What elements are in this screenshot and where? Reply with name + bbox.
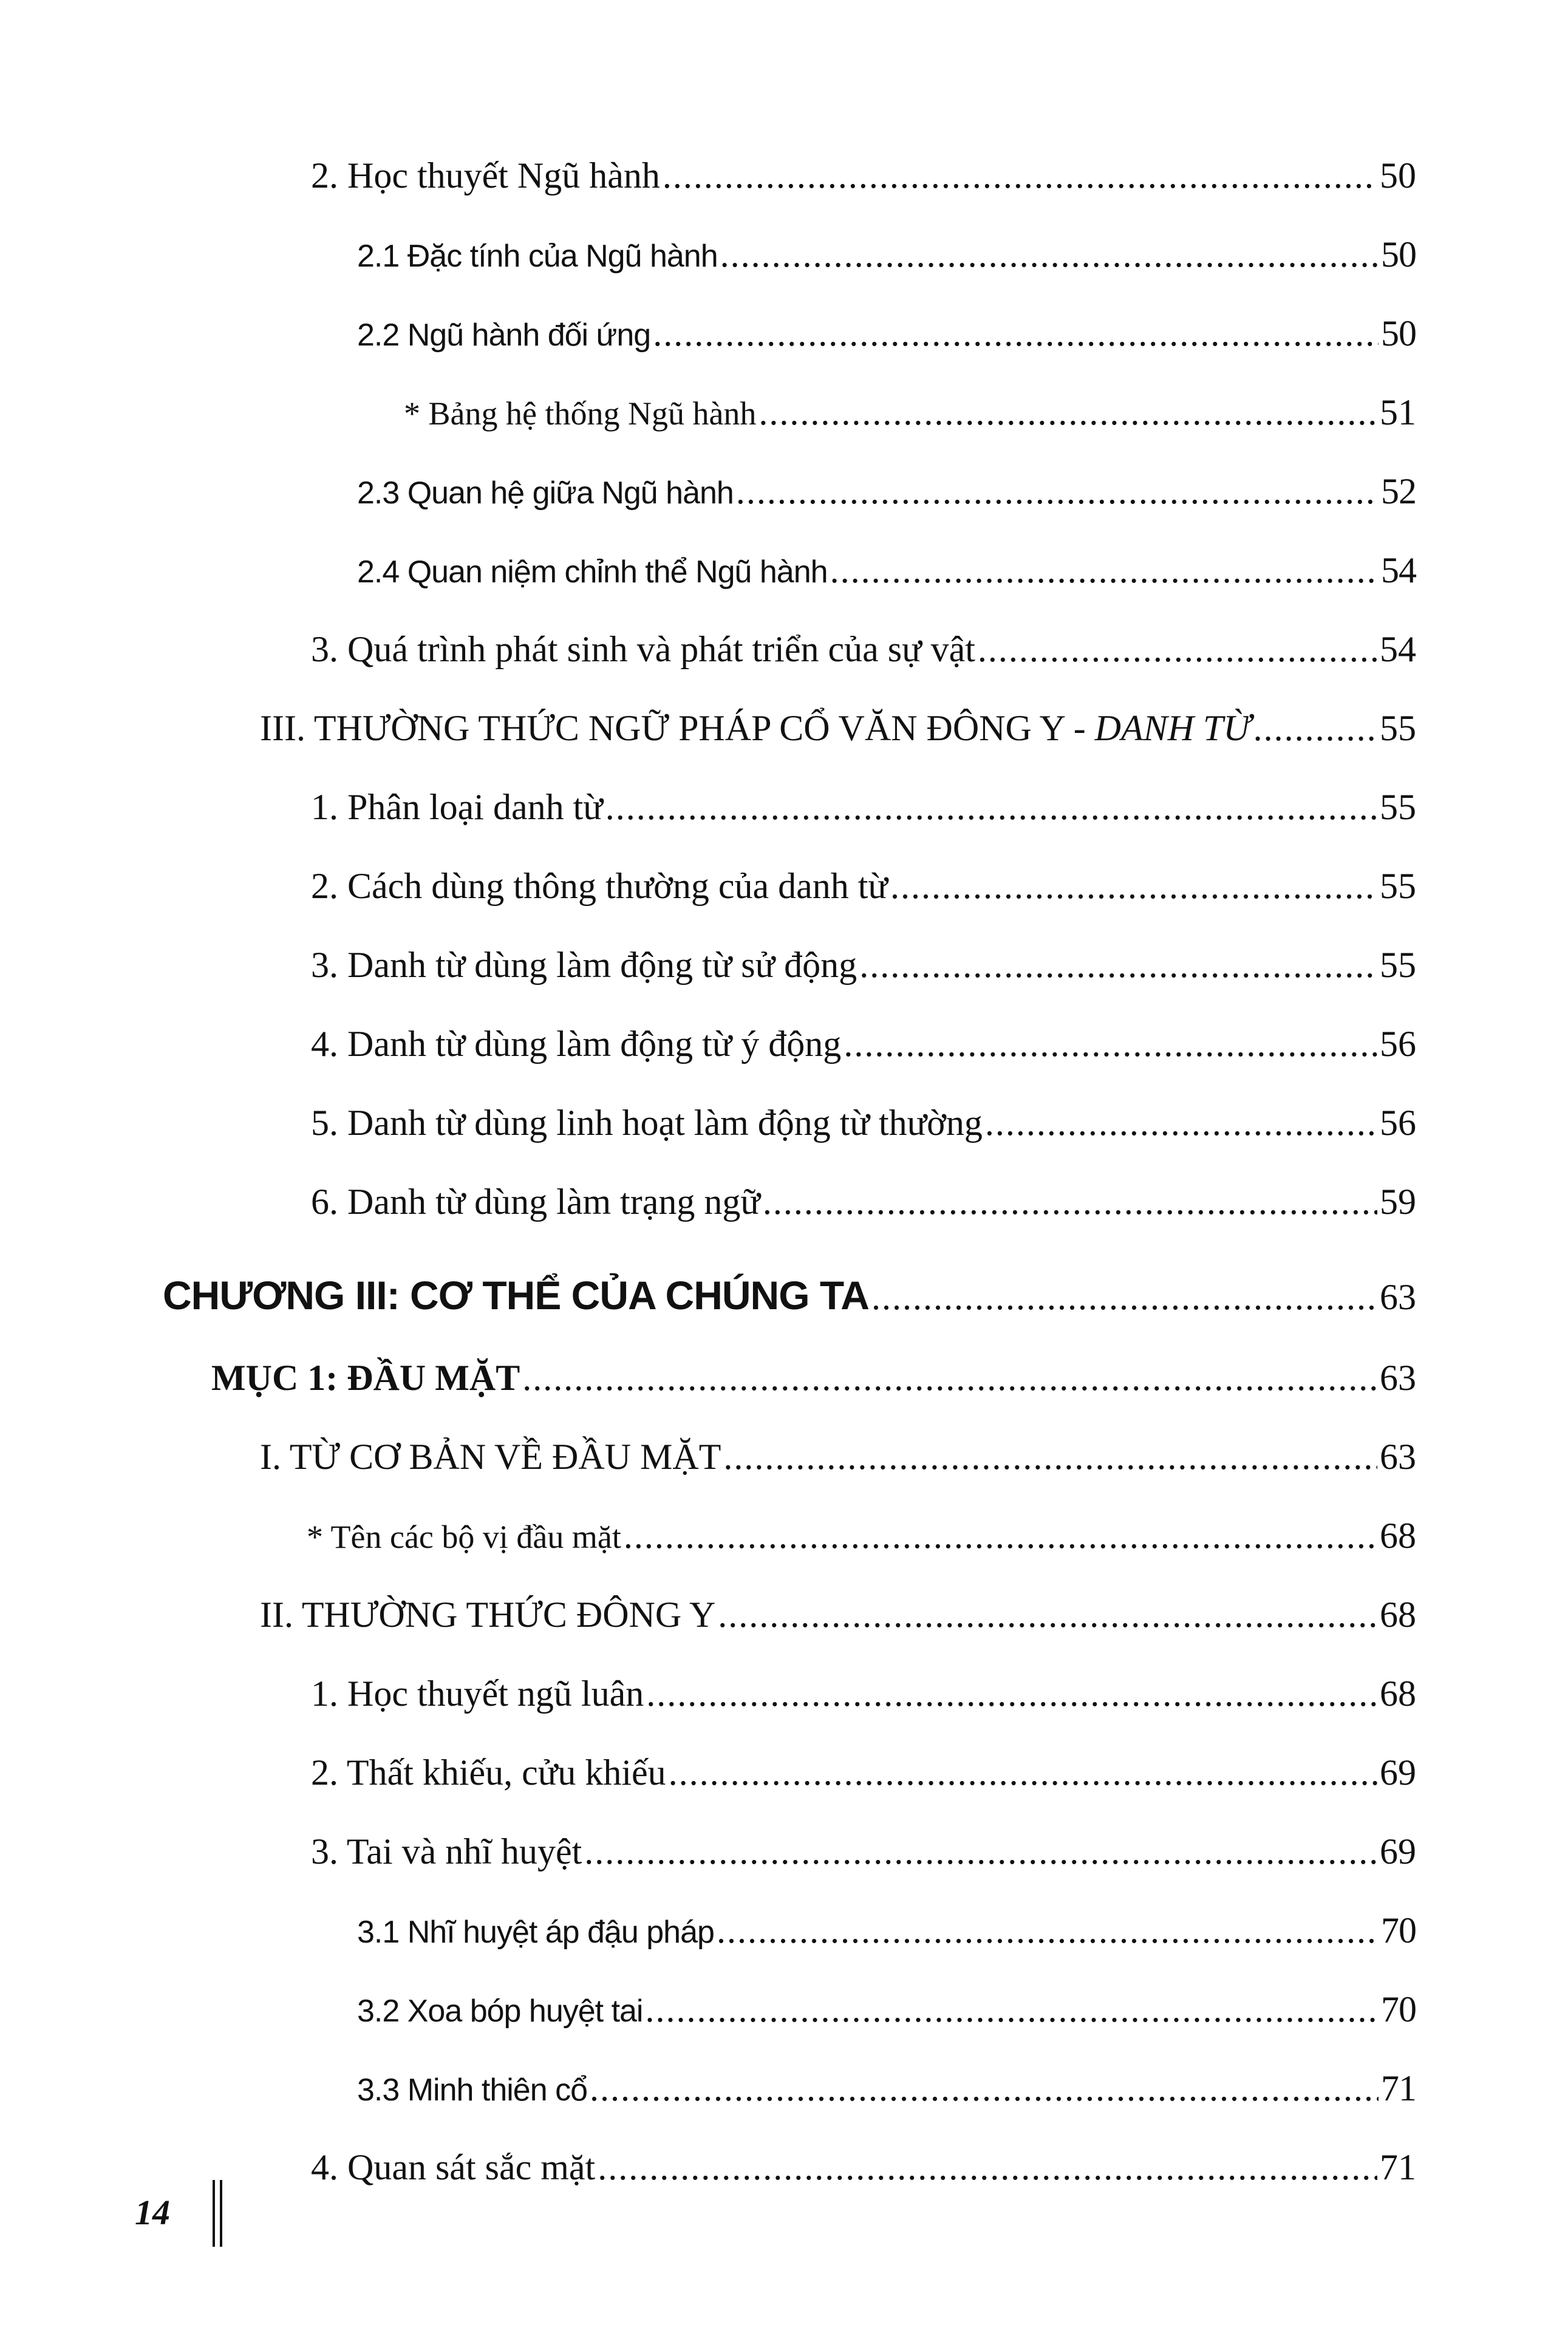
toc-entry-page: 55	[1380, 787, 1416, 827]
toc-entry-label: 2.4 Quan niệm chỉnh thể Ngũ hành	[357, 554, 828, 590]
toc-entry-label: II. THƯỜNG THỨC ĐÔNG Y	[260, 1595, 716, 1635]
toc-entry-label: 3. Tai và nhĩ huyệt	[311, 1831, 582, 1872]
leader-dots	[830, 550, 1379, 591]
toc-entry	[357, 1910, 1416, 1970]
toc-entry-page: 68	[1380, 1674, 1416, 1714]
toc-section-title: III. THƯỜNG THỨC NGỮ PHÁP CỔ VĂN ĐÔNG Y -	[260, 708, 1095, 748]
leader-dots	[663, 155, 1377, 197]
leader-dots	[844, 1023, 1377, 1065]
toc-entry-page: 63	[1380, 1277, 1416, 1317]
toc-entry	[357, 1989, 1416, 2049]
toc-entry-page: 71	[1380, 2147, 1416, 2187]
toc-entry-label: MỤC 1: ĐẦU MẶT	[211, 1358, 520, 1398]
toc-entry	[311, 944, 1416, 1005]
toc-entry-page: 54	[1381, 550, 1416, 590]
toc-entry-page: 71	[1381, 2068, 1416, 2108]
toc-entry	[357, 234, 1416, 295]
leader-dots	[723, 1436, 1377, 1478]
toc-entry-label: 2. Thất khiếu, cửu khiếu	[311, 1752, 666, 1793]
leader-dots	[890, 865, 1377, 907]
toc-entry	[311, 1102, 1416, 1163]
toc-entry-page: 70	[1381, 1910, 1416, 1950]
toc-entry	[357, 313, 1416, 373]
toc-entry-label: 3.1 Nhĩ huyệt áp đậu pháp	[357, 1915, 714, 1950]
leader-dots	[584, 1831, 1377, 1873]
toc-section-title-italic: DANH TỪ	[1094, 708, 1251, 748]
toc-entry-page: 56	[1380, 1103, 1416, 1143]
leader-dots	[717, 1910, 1379, 1952]
toc-entry	[311, 155, 1416, 216]
toc-entry-page: 52	[1381, 471, 1416, 511]
leader-dots	[598, 2147, 1377, 2188]
toc-chapter-entry	[163, 1272, 1416, 1333]
toc-entry-label: 3.2 Xoa bóp huyệt tai	[357, 1994, 643, 2029]
toc-entry	[357, 2068, 1416, 2128]
leader-dots	[590, 2068, 1379, 2110]
leader-dots	[669, 1752, 1377, 1794]
leader-dots	[720, 234, 1379, 276]
toc-entry-page: 59	[1380, 1182, 1416, 1222]
toc-entry-label: 2. Cách dùng thông thường của danh từ	[311, 866, 888, 906]
toc-entry-page: 69	[1380, 1831, 1416, 1872]
toc-entry-label: 1. Phân loại danh từ	[311, 787, 603, 827]
toc-entry-page: 69	[1380, 1752, 1416, 1793]
toc-entry-page: 68	[1380, 1516, 1416, 1556]
toc-entry	[311, 865, 1416, 926]
toc-entry-label: 3.3 Minh thiên cổ	[357, 2072, 588, 2108]
toc-entry-page: 63	[1380, 1358, 1416, 1398]
toc-entry-label: 4. Quan sát sắc mặt	[311, 2147, 596, 2187]
toc-entry-page: 50	[1380, 155, 1416, 196]
toc-entry	[307, 1515, 1416, 1576]
toc-entry	[211, 1357, 1416, 1418]
leader-dots	[736, 471, 1379, 513]
toc-entry	[357, 471, 1416, 531]
toc-entry	[404, 392, 1416, 452]
toc-entry	[260, 1594, 1416, 1655]
toc-entry-page: 63	[1380, 1437, 1416, 1477]
toc-entry	[311, 628, 1416, 689]
toc-entry-label: 3. Quá trình phát sinh và phát triển của sự vật	[311, 629, 975, 669]
leader-dots	[646, 1673, 1377, 1715]
toc-entry-label: 2. Học thuyết Ngũ hành	[311, 155, 660, 196]
toc-entry-label: 1. Học thuyết ngũ luân	[311, 1674, 644, 1714]
toc-entry	[260, 707, 1416, 768]
toc-entry-label: * Tên các bộ vị đầu mặt	[307, 1519, 621, 1555]
leader-dots	[646, 1989, 1379, 2031]
toc-entry	[260, 1436, 1416, 1497]
leader-dots	[758, 392, 1377, 434]
toc-entry-label: 4. Danh từ dùng làm động từ ý động	[311, 1024, 842, 1064]
toc-entry-page: 54	[1380, 629, 1416, 669]
toc-entry-page: 70	[1381, 1989, 1416, 2029]
leader-dots	[1253, 707, 1377, 749]
toc-entry-label	[260, 707, 1251, 749]
page-number-divider	[213, 2180, 222, 2247]
leader-dots	[985, 1102, 1377, 1144]
toc-entry	[311, 1831, 1416, 1892]
toc-entry-page: 50	[1381, 313, 1416, 353]
toc-entry-page: 51	[1380, 392, 1416, 432]
leader-dots	[859, 944, 1377, 986]
leader-dots	[978, 628, 1377, 670]
leader-dots	[653, 313, 1379, 355]
leader-dots	[718, 1594, 1377, 1636]
toc-entry-label: 2.2 Ngũ hành đối ứng	[357, 318, 651, 353]
toc-entry-label: 3. Danh từ dùng làm động từ sử động	[311, 945, 857, 985]
toc-entry	[311, 1752, 1416, 1813]
toc-entry	[311, 1181, 1416, 1242]
toc-entry	[311, 1023, 1416, 1084]
toc-entry	[311, 786, 1416, 847]
toc-entry-label: * Bảng hệ thống Ngũ hành	[404, 395, 757, 432]
leader-dots	[522, 1357, 1377, 1399]
toc-entry	[311, 2147, 1416, 2207]
toc-entry-label: 2.1 Đặc tính của Ngũ hành	[357, 239, 718, 274]
page-number: 14	[135, 2193, 170, 2232]
toc-entry-label: 5. Danh từ dùng linh hoạt làm động từ thường	[311, 1103, 983, 1143]
toc-entry-page: 55	[1380, 708, 1416, 748]
toc-entry-label: I. TỪ CƠ BẢN VỀ ĐẦU MẶT	[260, 1437, 721, 1477]
leader-dots	[624, 1515, 1377, 1557]
toc-entry	[311, 1673, 1416, 1734]
leader-dots	[763, 1181, 1377, 1223]
toc-entry-page: 68	[1380, 1595, 1416, 1635]
toc-entry-label: 6. Danh từ dùng làm trạng ngữ	[311, 1182, 760, 1222]
toc-entry-page: 55	[1380, 945, 1416, 985]
toc-entry-label: 2.3 Quan hệ giữa Ngũ hành	[357, 475, 734, 511]
toc-entry-page: 55	[1380, 866, 1416, 906]
toc-entry	[357, 550, 1416, 610]
leader-dots	[871, 1276, 1377, 1318]
toc-entry-page: 50	[1381, 234, 1416, 274]
toc-entry-page: 56	[1380, 1024, 1416, 1064]
leader-dots	[605, 786, 1377, 828]
toc-chapter-label: CHƯƠNG III: CƠ THỂ CỦA CHÚNG TA	[163, 1273, 869, 1318]
